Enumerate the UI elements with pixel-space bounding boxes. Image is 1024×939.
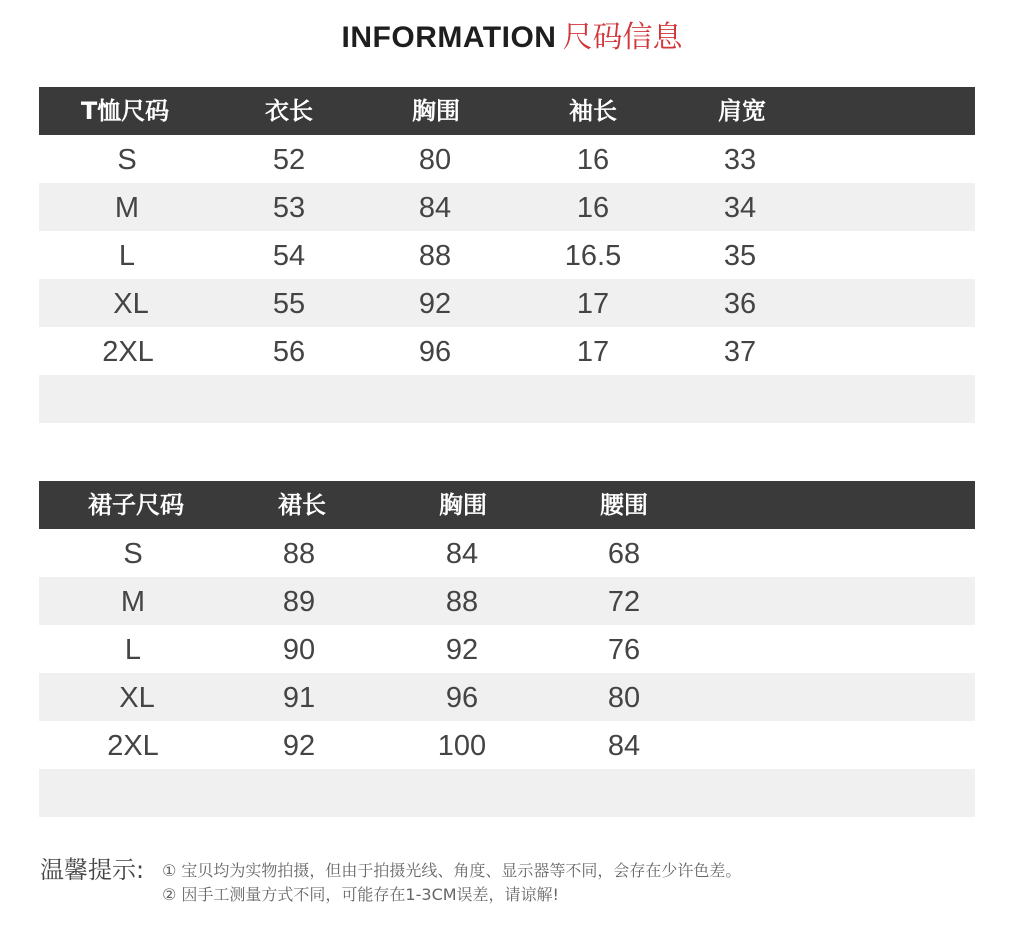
table-cell: 53 — [272, 192, 306, 224]
table-row — [39, 231, 975, 279]
table-row-empty — [39, 375, 975, 423]
table-cell: 84 — [418, 192, 452, 224]
tips-label: 温馨提示: — [40, 856, 145, 884]
table-cell: 92 — [445, 634, 479, 666]
title-english: INFORMATION — [341, 21, 557, 54]
table-cell: XL — [113, 288, 149, 320]
skirt-size-table — [39, 481, 975, 817]
table-cell: 100 — [437, 730, 487, 762]
table-cell: 2XL — [102, 336, 154, 368]
table-cell: 56 — [272, 336, 306, 368]
table-cell: 37 — [723, 336, 757, 368]
header-cell: 袖长 — [569, 97, 617, 125]
table-cell: 54 — [272, 240, 306, 272]
table-cell: 35 — [723, 240, 757, 272]
table-cell: 84 — [607, 730, 641, 762]
table-cell: 68 — [607, 538, 641, 570]
table-row-empty — [39, 769, 975, 817]
table-cell: 16.5 — [564, 240, 622, 272]
table-cell: 88 — [418, 240, 452, 272]
table-cell: S — [123, 538, 143, 570]
table-header — [39, 87, 975, 135]
table-cell: 17 — [576, 336, 610, 368]
table-row — [39, 135, 975, 183]
table-cell: 16 — [576, 144, 610, 176]
table-cell: 92 — [418, 288, 452, 320]
tshirt-size-table — [39, 87, 975, 423]
table-cell: 76 — [607, 634, 641, 666]
table-cell: 90 — [282, 634, 316, 666]
tips-line-measurement-error: ② 因手工测量方式不同，可能存在1-3CM误差，请谅解! — [162, 885, 559, 904]
header-cell: 衣长 — [265, 97, 313, 125]
table-cell: 92 — [282, 730, 316, 762]
table-cell: S — [117, 144, 137, 176]
table-header — [39, 481, 975, 529]
table-row — [39, 327, 975, 375]
table-cell: 36 — [723, 288, 757, 320]
table-cell: 17 — [576, 288, 610, 320]
table-cell: 88 — [282, 538, 316, 570]
table-row — [39, 673, 975, 721]
table-cell: 96 — [418, 336, 452, 368]
table-cell: 34 — [723, 192, 757, 224]
table-cell: 91 — [282, 682, 316, 714]
header-cell: 胸围 — [412, 97, 460, 125]
table-cell: L — [124, 634, 142, 666]
table-cell: M — [120, 586, 146, 618]
title-chinese: 尺码信息 — [562, 20, 683, 55]
header-cell: 裙子尺码 — [88, 491, 184, 519]
table-cell: 16 — [576, 192, 610, 224]
table-cell: 80 — [418, 144, 452, 176]
table-cell: 55 — [272, 288, 306, 320]
table-cell: L — [118, 240, 136, 272]
header-cell: T恤尺码 — [80, 97, 170, 125]
table-row — [39, 577, 975, 625]
tips-line-color-difference: ① 宝贝均为实物拍摄，但由于拍摄光线、角度、显示器等不同，会存在少许色差。 — [162, 861, 742, 880]
header-cell: 胸围 — [439, 491, 487, 519]
header-cell: 裙长 — [278, 491, 326, 519]
table-row — [39, 625, 975, 673]
table-cell: XL — [119, 682, 155, 714]
header-cell: 肩宽 — [718, 97, 766, 125]
table-cell: 72 — [607, 586, 641, 618]
table-cell: 80 — [607, 682, 641, 714]
table-cell: M — [114, 192, 140, 224]
table-row — [39, 279, 975, 327]
table-row — [39, 529, 975, 577]
table-row — [39, 721, 975, 769]
table-cell: 2XL — [107, 730, 159, 762]
table-cell: 33 — [723, 144, 757, 176]
header-cell: 腰围 — [600, 491, 648, 519]
table-cell: 88 — [445, 586, 479, 618]
table-cell: 52 — [272, 144, 306, 176]
table-cell: 84 — [445, 538, 479, 570]
table-cell: 96 — [445, 682, 479, 714]
page-title — [0, 12, 1024, 56]
table-cell: 89 — [282, 586, 316, 618]
table-row — [39, 183, 975, 231]
